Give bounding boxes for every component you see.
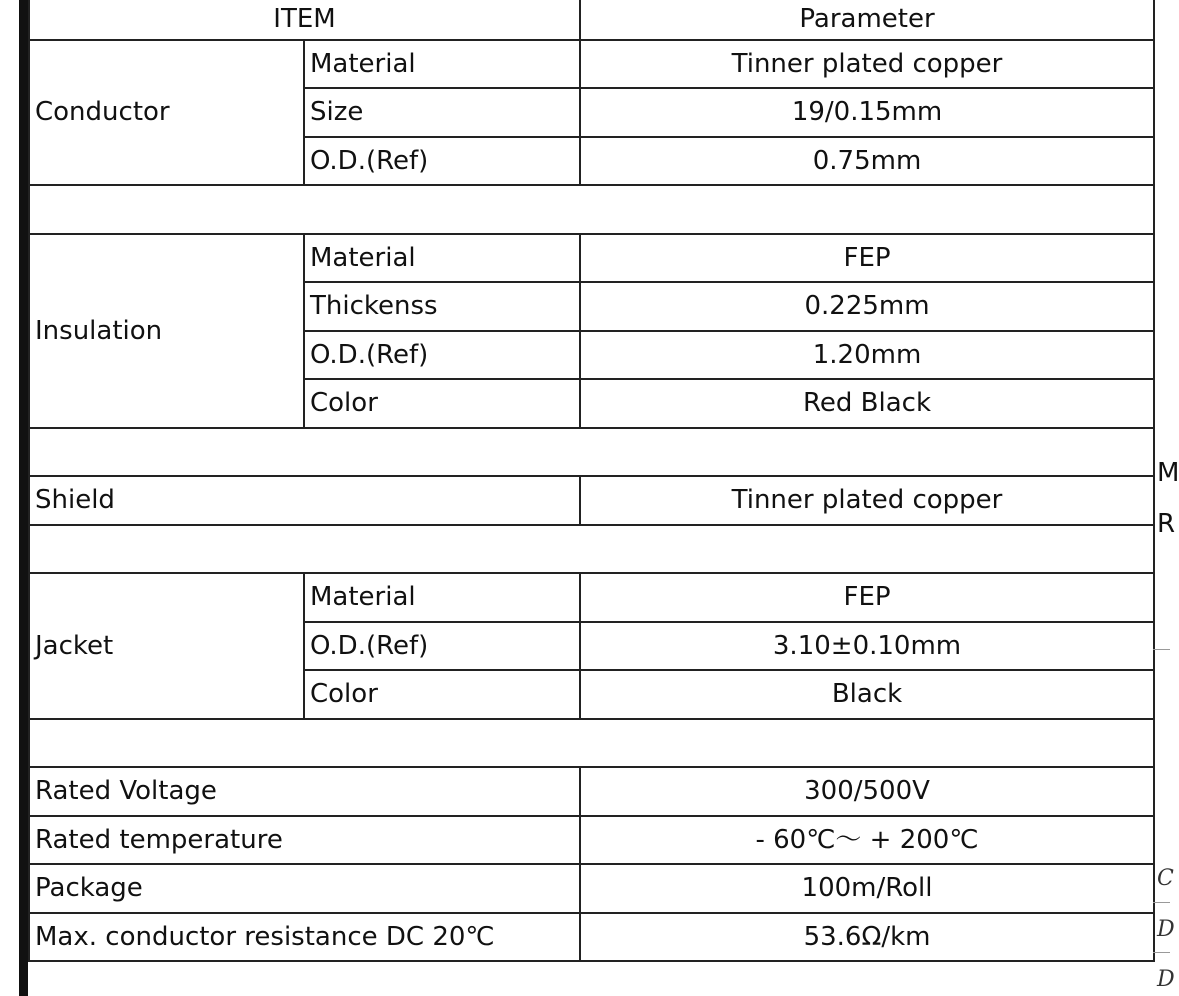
- insulation-property: O.D.(Ref): [304, 331, 580, 380]
- conductor-value: 0.75mm: [580, 137, 1154, 186]
- insulation-value: Red Black: [580, 379, 1154, 428]
- rating-label: Rated Voltage: [29, 767, 580, 816]
- jacket-property: Color: [304, 670, 580, 719]
- table-row: [29, 816, 1154, 865]
- insulation-value: FEP: [580, 234, 1154, 283]
- spacer-cell: [29, 525, 1154, 574]
- spacer-row: [29, 428, 1154, 477]
- rating-value: 100m/Roll: [580, 864, 1154, 913]
- spacer-cell: [29, 185, 1154, 234]
- conductor-value: Tinner plated copper: [580, 40, 1154, 89]
- rating-value: 53.6Ω/km: [580, 913, 1154, 962]
- table-row: [29, 767, 1154, 816]
- conductor-value: 19/0.15mm: [580, 88, 1154, 137]
- jacket-value: Black: [580, 670, 1154, 719]
- spacer-row: [29, 719, 1154, 768]
- right-edge-rule: [1153, 902, 1170, 903]
- spacer-row: [29, 185, 1154, 234]
- spacer-cell: [29, 428, 1154, 477]
- jacket-property: Material: [304, 573, 580, 622]
- conductor-property: O.D.(Ref): [304, 137, 580, 186]
- rating-label: Max. conductor resistance DC 20℃: [29, 913, 580, 962]
- jacket-value: FEP: [580, 573, 1154, 622]
- spacer-cell: [29, 719, 1154, 768]
- jacket-value: 3.10±0.10mm: [580, 622, 1154, 671]
- right-edge-letter-r: R: [1157, 509, 1176, 539]
- jacket-label: Jacket: [29, 573, 304, 719]
- table-row: [29, 234, 1154, 283]
- right-edge-letter-d: D: [1157, 917, 1175, 942]
- right-edge-rule: [1153, 649, 1170, 650]
- conductor-property: Material: [304, 40, 580, 89]
- table-row: [29, 40, 1154, 89]
- insulation-value: 1.20mm: [580, 331, 1154, 380]
- header-item: ITEM: [29, 0, 580, 40]
- left-border-bar: [19, 0, 28, 996]
- conductor-label: Conductor: [29, 40, 304, 186]
- spacer-row: [29, 525, 1154, 574]
- right-edge-letter-m: M: [1157, 458, 1179, 488]
- insulation-property: Thickenss: [304, 282, 580, 331]
- rating-label: Package: [29, 864, 580, 913]
- table-row: [29, 476, 1154, 525]
- insulation-label: Insulation: [29, 234, 304, 428]
- right-edge-letter-d: D: [1157, 967, 1175, 992]
- table-row: [29, 913, 1154, 962]
- header-row: [29, 0, 1154, 40]
- table-row: [29, 864, 1154, 913]
- insulation-value: 0.225mm: [580, 282, 1154, 331]
- header-parameter: Parameter: [580, 0, 1154, 40]
- right-edge-letter-c: C: [1157, 866, 1174, 891]
- rating-value: - 60℃～ + 200℃: [580, 816, 1154, 865]
- insulation-property: Color: [304, 379, 580, 428]
- shield-value: Tinner plated copper: [580, 476, 1154, 525]
- conductor-property: Size: [304, 88, 580, 137]
- shield-label: Shield: [29, 476, 580, 525]
- spec-table: [28, 0, 1155, 962]
- table-row: [29, 573, 1154, 622]
- jacket-property: O.D.(Ref): [304, 622, 580, 671]
- rating-value: 300/500V: [580, 767, 1154, 816]
- rating-label: Rated temperature: [29, 816, 580, 865]
- right-edge-rule: [1153, 952, 1170, 953]
- insulation-property: Material: [304, 234, 580, 283]
